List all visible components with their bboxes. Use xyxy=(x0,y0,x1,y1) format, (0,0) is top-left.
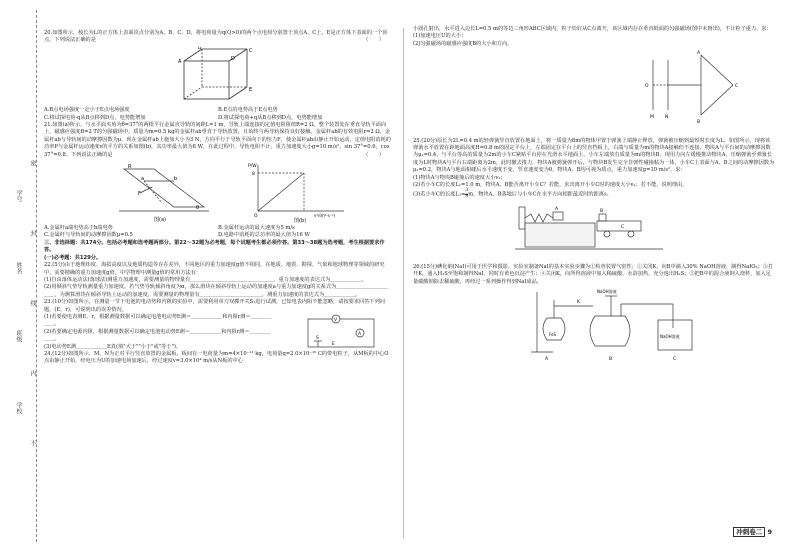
incline-label-b: b xyxy=(174,176,178,183)
figure-a-caption: 图(a) xyxy=(154,217,166,224)
incline-label-r: R xyxy=(128,164,132,171)
circuit-ammeter-label: A xyxy=(358,332,362,338)
q20-options xyxy=(44,107,392,122)
question-26 xyxy=(413,264,775,367)
vertex-b-label: B xyxy=(697,120,701,126)
cube-label-d: D xyxy=(231,55,235,62)
q23-text: 23.(10分)如图所示，在测量一节干电池的电动势和内阻的实验中，需要利用单刀双掷开关S₁进行试测，已知电表内阻不能忽略，请按要求回答下列问题。(E、r)，可说明出的误差情况。 xyxy=(44,299,385,313)
cube-figure xyxy=(44,47,392,105)
q22-part-1: (1)自由落体运动法(落球法)测重力加速度，需要测量的物理量有＿＿＿＿＿＿＿＿＿＿＿＿＿＿＿＿，重力加速度的表达式为＿＿＿＿＿＿。 xyxy=(44,276,367,283)
apparatus-c-label: C xyxy=(673,357,677,363)
apparatus-a-label: A xyxy=(545,357,549,363)
circuit-voltmeter-label: V xyxy=(334,318,338,324)
q25-part-3-pre: (3)若小车C的长度L₂= xyxy=(413,191,466,198)
section-3-heading: 三、非选择题：共174分。包括必考题和选考题两部分。第22～32题为必考题，每个试题考生都必须作答。第33～38题为选考题，考生根据要求作答。 xyxy=(44,239,385,254)
cut-mark: 密 xyxy=(29,160,36,166)
circuit-diagram xyxy=(302,313,382,351)
graph-origin: O xyxy=(254,214,258,220)
answer-bracket: （ ） xyxy=(363,151,384,158)
q25-part-3 xyxy=(413,189,775,199)
incline-label-f: F xyxy=(138,191,141,198)
left-column xyxy=(44,30,392,366)
margin-label-name: 姓名 xyxy=(15,262,22,274)
circuit-source-label: E xyxy=(332,342,335,348)
naoh-funnel-label: NaOH溶液 xyxy=(597,289,617,295)
q21-option-c[interactable]: C.金属杆与导轨间的动摩擦因数μ=0.5 xyxy=(44,232,133,239)
plate-m-label: M xyxy=(650,115,654,121)
q21-text: 21.如图(a)所示，与水平面夹角为θ=37°的两根平行金属直导轨的间距L=1 m，导轨上端连接的定值电阻阻值R=2 Ω，整个装置处在垂直导轨平面向上、磁感应强度B=2 T的匀强磁场中。质量为m=0.5 kg的金属杆ab垂直于导轨放置，且始终与两导轨保持良好接触。金属杆ab的有效电阻r=2 Ω，金属杆ab与导轨间的动摩擦因数为μ，现在金属杆ab上施加大小为3 N，方向平行于导轨平面向下的恒力F，使金属杆ab由静止开始运动，定值电阻消耗的功率P与金属杆运动速度v的平方的关系如图(b)，其功率最大值为8 W，在此过程中，导轨电阻不计，重力加速度大小g=10 m/s²，sin 37°=0.6，cos 37°=0.8。下列说法正确的是 xyxy=(44,122,391,158)
cube-label-a: A xyxy=(178,58,182,65)
cube-label-e: E xyxy=(249,86,253,93)
cart-c-label: C xyxy=(621,225,625,231)
q23-part-3: (3)电动势E测＿＿＿＿＿＿E真(填"大于""小于"或"等于")。 xyxy=(44,343,182,350)
q24-part-1: (1)加速电压U的大小； xyxy=(413,33,467,40)
q23-part-1: (1)若要使电表测E、r，根据测量数据可以确定电池电动势E测＝＿＿＿＿＿＿和内阻r测＝＿＿＿＿＿＿。 xyxy=(44,313,272,328)
page-number: 9 xyxy=(767,528,772,536)
question-22 xyxy=(44,262,392,299)
graph-y-max: 8 xyxy=(252,172,255,178)
answer-bracket: （ ） xyxy=(363,37,384,44)
q21-option-a[interactable]: A.金属杆a端电势高于b端电势 xyxy=(44,225,113,232)
q25-text: 25.(20分)原长为2L=0.4 m的轻弹簧竖直放置在地面上，将一质量为8m的物体甲置于弹簧上端静止释放，弹簧被压缩到最短时长度为L。如图所示，现将该弹簧水平放置在距地面高度H=0.8 m的固定平台上，左端固定在平台上的竖直挡板上，右端与质量为m的物块A接触但不连接，物块A与平台间的动摩擦因数为μ₁=0.4，与平台等高的质量为2m的小车C紧贴平台停在光滑水平地面上，小车左端放有质量为m的物块B，现用力向左缓慢推动物块A，压缩弹簧至弹簧长度为L时物块A与平台右端距离为2m，此时撤去推力，物块A被弹簧弹开后，与物块B发生完全非弹性碰撞粘为一体，小车C上表面与A、B之间的动摩擦因数为μ₂=0.2，物块A与地面相碰后水平速度不变，竖直速度变为0，物块A、B均可视为质点，重力加速度g=10 m/s²，求： xyxy=(413,137,775,174)
q24-cont-text: 小圆孔射出，水平进入边长L=0.5 m的等边三角形ABC区域内，粒子恰好从C点离开，该区域内存在垂直纸面的匀强磁场(图中未画出)，不计粒子重力，求： xyxy=(413,26,772,32)
incline-label-a: a xyxy=(141,176,145,183)
question-21 xyxy=(44,122,392,240)
question-23 xyxy=(44,299,392,351)
margin-label-id: 学号 xyxy=(15,190,22,202)
q20-option-d[interactable]: D.将试探电荷+q从B点移到D点，电势能增加 xyxy=(218,114,323,121)
fes-label: FeS xyxy=(549,332,557,338)
vertex-c-label: C xyxy=(735,84,739,90)
block-b-label: B xyxy=(600,209,604,215)
apparatus-b-label: B xyxy=(609,357,613,363)
cut-mark: 线 xyxy=(29,300,36,306)
incline-label-theta: θ xyxy=(196,205,200,212)
question-24-continued xyxy=(413,26,775,134)
q23-part-2: (2)若要确定电源内阻，根据测量数据可以确定电池电动势E测＝＿＿＿＿＿＿和内阻r测＝＿＿＿＿＿＿。 xyxy=(44,328,271,343)
fraction-numerator: 3 xyxy=(465,188,469,194)
exam-brand: 冲刺卷二 xyxy=(733,527,765,537)
cube-label-b: B xyxy=(198,46,202,51)
section-3-subheading: (一)必考题：共129分。 xyxy=(44,254,102,261)
incline-rails-figure xyxy=(114,161,214,223)
page-footer xyxy=(733,527,772,536)
right-column xyxy=(413,26,775,369)
circuit-switch-label: S xyxy=(316,336,319,342)
q20-option-a[interactable]: A.B点电场强度一定小于E点电场强度 xyxy=(44,107,130,114)
margin-label-school: 学校 xyxy=(15,402,22,414)
cube-label-c: C xyxy=(249,47,253,54)
block-a-label: A xyxy=(555,207,559,213)
q22-part-2: (2)用倾斜气垫导轨测量重力加速度。若气垫导轨倾斜角度为α，那么滑块在倾斜导轨上运动的加速度a与重力加速度g的关系式为＿＿＿＿＿＿＿＿＿＿＿＿，为测算滑块在倾斜导轨上运动的加速度，需要测量的物理量有＿＿＿＿＿＿＿＿＿＿＿＿，测重力加速度的表达式为＿＿＿＿＿＿。 xyxy=(44,284,389,298)
q25-part-1: (1)物块A与物块B碰撞后的速度大小v₁； xyxy=(413,174,506,181)
q25-part-3-post: m，物块A、B落地后与小车C在水平方向相距最近时的距离s。 xyxy=(468,191,612,198)
graph-y-label: P/W xyxy=(248,164,257,170)
q26-apparatus-figure xyxy=(413,288,775,366)
question-20 xyxy=(44,30,392,122)
plate-n-label: N xyxy=(665,115,669,121)
cut-line xyxy=(36,10,37,542)
q20-option-c[interactable]: C.将试探电荷-q从B点移到D点，电势能增加 xyxy=(44,114,146,121)
q21-option-d[interactable]: D.电路中消耗的总功率的最大值为16 W xyxy=(218,232,310,239)
power-velocity-graph xyxy=(244,161,354,223)
q24-part-2: (2)匀强磁场的磁感应强度B的大小和方向。 xyxy=(413,40,513,47)
cut-mark: 不 xyxy=(29,440,36,446)
fraction-denominator: 8 xyxy=(465,193,469,199)
q21-options xyxy=(44,225,392,240)
q25-figure xyxy=(413,201,775,259)
q25-part-2: (2)若小车C的长度L₁=1.0 m，物块A、B能否离开小车C？若能，求出离开小车C时的速度大小v₂；若不能，说明理由。 xyxy=(413,182,688,189)
margin-label-class: 班级 xyxy=(15,330,22,342)
column-divider xyxy=(403,28,404,538)
point-o-label: O xyxy=(645,84,649,90)
question-24 xyxy=(44,351,392,366)
q21-option-b[interactable]: B.金属杆运动的最大速度为5 m/s xyxy=(218,225,295,232)
valve-k-label: K xyxy=(577,300,580,306)
cut-mark: 封 xyxy=(29,230,36,236)
question-25 xyxy=(413,138,775,260)
q20-text: 20.如图所示，棱长为L的正方体上表面顶点分别为A、B、C、D，将电荷量为q(Q>0)的两个点电荷分别置于顶点A、C上，E是正方体下表面的一个顶点，下列说法正确的是 xyxy=(44,30,388,44)
q24-figure xyxy=(413,50,775,133)
q20-option-b[interactable]: B.E点的电势高于E点电势 xyxy=(218,107,278,114)
binding-margin xyxy=(0,0,38,552)
q22-text: 22.(5分)由于地理纬度、海拔高度以及地质构造等存在差异，不同地区的重力加速度g值不相同。在地质、地震、勘探、气象和地球物理等领域的研究中，需要精确的重力加速度g值，中学物理中测量g值的常用方法有： xyxy=(44,262,385,276)
naoh-beaker-label: NaOH溶液 xyxy=(660,334,680,340)
q24-text: 24.(12分)如图所示，M、N为正对平行竖直放置的金属板，板间有一电荷量为m=4×10⁻¹¹ kg，电荷量q=2.0×10⁻¹⁰ C的带电粒子，从M板的中心O点由静止开始，经电压为U的加速电场加速后，经过速度v=3.0×10⁴ m/s从N板的中心 xyxy=(44,350,389,365)
q21-figures xyxy=(44,161,392,223)
cut-mark: 内 xyxy=(29,370,36,376)
figure-b-caption: 图(b) xyxy=(294,218,307,224)
graph-x-label: v²/(m²·s⁻²) xyxy=(314,213,336,219)
vertex-a-label: A xyxy=(697,51,701,57)
q26-text: 26.(15分)碘化钠(NaI)可用于医学和摄影。实验室制备NaI的基本实验步骤为①检查装置气密性；②关闭K，向B中滴入30% NaOH溶液，制得NaIO₃；③打开K，通入H₂S至饱和制得NaI，同时有黄色沉淀产生；④关闭K，向所得溶液中加入稀硫酸，水浴加热，充分逸出H₂S；⑤把B中的混合液倒入烧杯，加入足量碳酸钠除去稀硫酸，再经过一系列操作得到NaI成品。 xyxy=(413,263,774,285)
